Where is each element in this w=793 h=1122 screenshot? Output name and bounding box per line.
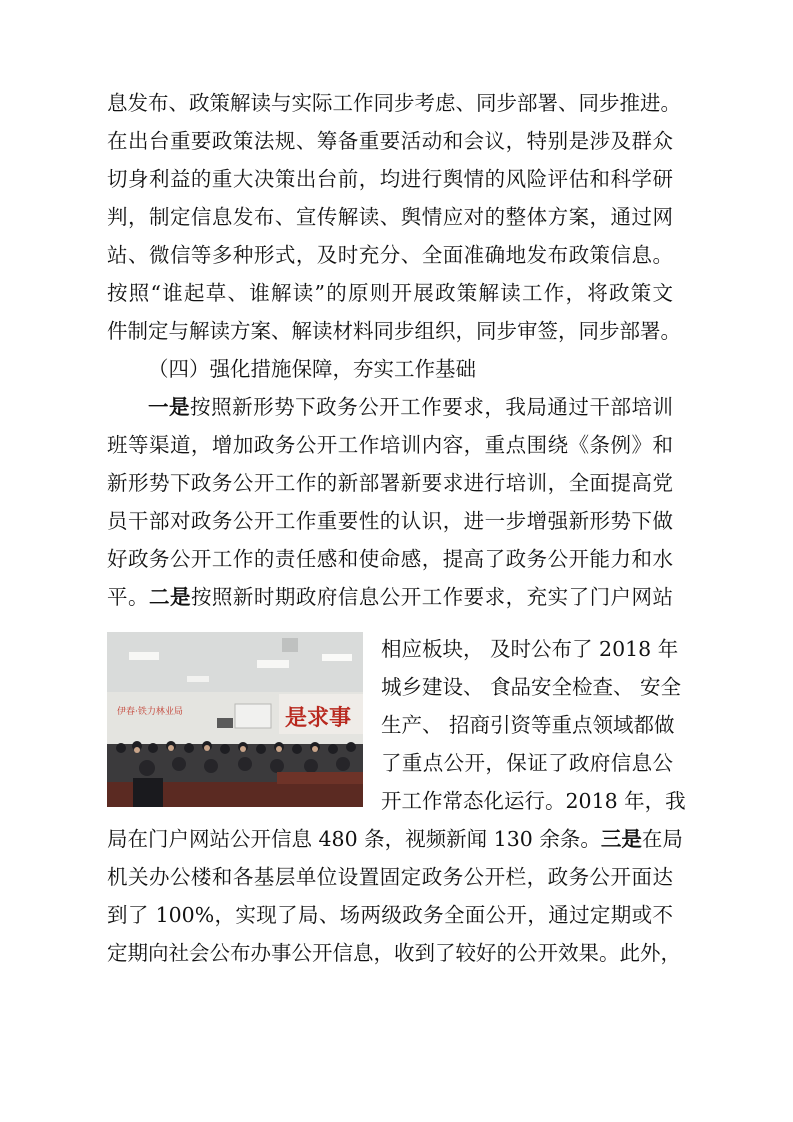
text-line: 站、微信等多种形式，及时充分、全面准确地发布政策信息。 — [107, 243, 673, 267]
text-line: 在出台重要政策法规、筹备重要活动和会议，特别是涉及群众 — [107, 129, 673, 153]
text-line — [148, 388, 673, 426]
text-line — [107, 820, 683, 858]
text-line: 城乡建设、 食品安全检查、 安全 — [381, 675, 682, 699]
text-span: 按照新形势下政务公开工作要求，我局通过干部培训 — [190, 395, 674, 419]
text-line: 了重点公开，保证了政府信息公 — [381, 751, 673, 775]
text-line: 按照“谁起草、谁解读”的原则开展政策解读工作，将政策文 — [107, 281, 673, 305]
wall-sign-text: 伊春·铁力林业局 — [117, 707, 183, 717]
text-line: 切身利益的重大决策出台前，均进行舆情的风险评估和科学研 — [107, 167, 673, 191]
text-line: 员干部对政务公开工作重要性的认识，进一步增强新形势下做 — [107, 509, 673, 533]
text-line — [107, 578, 673, 616]
text-line: 好政务公开工作的责任感和使命感，提高了政务公开能力和水 — [107, 547, 673, 571]
text-line: 新形势下政务公开工作的新部署新要求进行培训，全面提高党 — [107, 471, 673, 495]
text-span: 在局 — [641, 827, 683, 851]
bold-marker: 三是 — [600, 827, 642, 851]
text-span: 按照新时期政府信息公开工作要求，充实了门户网站 — [190, 585, 674, 609]
text-span: 平。 — [107, 585, 149, 609]
text-line: 班等渠道，增加政务公开工作培训内容，重点围绕《条例》和 — [107, 433, 673, 457]
text-line: 判，制定信息发布、宣传解读、舆情应对的整体方案，通过网 — [107, 205, 673, 229]
text-span: 局在门户网站公开信息 480 条，视频新闻 130 余条。 — [107, 827, 601, 851]
banner-text: 是求事 — [285, 705, 352, 731]
text-line: 到了 100%，实现了局、场两级政务全面公开，通过定期或不 — [107, 903, 673, 927]
section-heading: （四）强化措施保障，夯实工作基础 — [148, 357, 476, 381]
text-line: 息发布、政策解读与实际工作同步考虑、同步部署、同步推进。 — [107, 91, 681, 115]
bold-marker: 二是 — [148, 585, 191, 609]
text-line: 生产、 招商引资等重点领域都做 — [381, 713, 675, 737]
text-line: 定期向社会公布办事公开信息，收到了较好的公开效果。此外， — [107, 941, 681, 965]
text-line: 机关办公楼和各基层单位设置固定政务公开栏，政务公开面达 — [107, 865, 673, 889]
bold-marker: 一是 — [148, 395, 191, 419]
meeting-room-photo — [107, 632, 363, 807]
text-line: 开工作常态化运行。2018 年，我 — [381, 789, 686, 813]
text-line: 件制定与解读方案、解读材料同步组织，同步审签，同步部署。 — [107, 319, 681, 343]
text-line: 相应板块， 及时公布了 2018 年 — [381, 637, 679, 661]
